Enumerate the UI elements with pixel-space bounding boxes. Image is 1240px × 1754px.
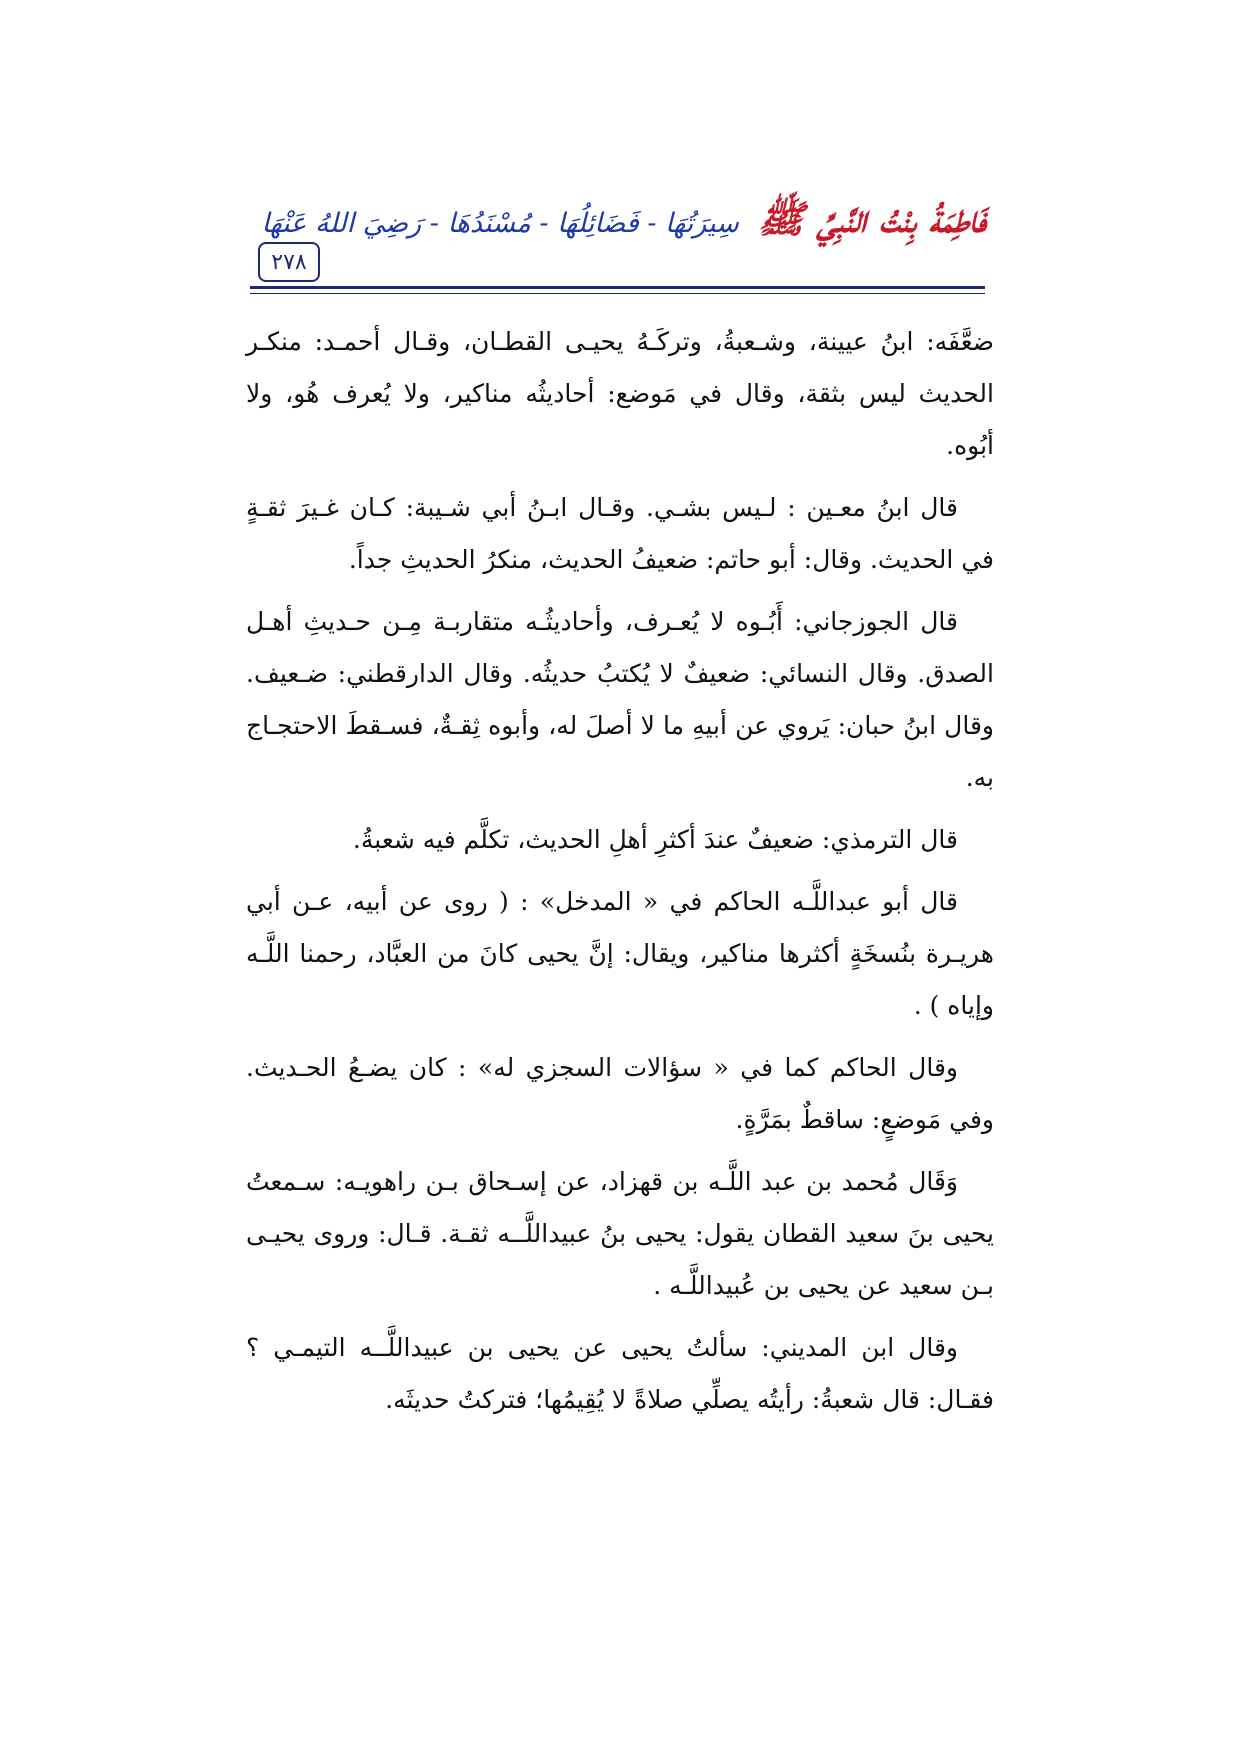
paragraph-7: وَقَال مُحمد بن عبد اللَّـه بن قهزاد، عن إسـحاق بـن راهويـه: سـمعتُ يحيى بنَ سعيد القطان يقول: يحيى بنُ عبيداللَّــه ثقـة. قـال: وروى يحيـى بـن سعيد عن يحيى بن عُبيداللَّـه . [246, 1167, 994, 1300]
paragraph-4: قال الترمذي: ضعيفٌ عندَ أكثرِ أهلِ الحديث، تكلَّم فيه شعبةُ. [352, 825, 958, 854]
paragraph-3: قال الجوزجاني: أَبُـوه لا يُعـرف، وأحاديثُـه متقاربـة مِـن حـديثِ أهـل الصدق. وقال النسائي: ضعيفٌ لا يُكتبُ حديثُه. وقال الدارقطني: ضـعيف. وقال ابنُ حبان: يَروي عن أبيهِ ما لا أصلَ له، وأبوه ثِقـةٌ، فسـقطَ الاحتجـاج به. [246, 607, 994, 792]
paragraph-1: ضعَّفَه: ابنُ عيينة، وشـعبةُ، وتركَـهُ يحيـى القطـان، وقـال أحمـد: منكـر الحديث ليس بثقة، وقال في مَوضع: أحاديثُه مناكير، ولا يُعرف هُو، ولا أبُوه. [246, 327, 994, 460]
page-body [246, 316, 994, 1436]
book-title-subtitle: سِيرَتُهَا - فَضَائِلُهَا - مُسْنَدُهَا - رَضِيَ اللهُ عَنْهَا [261, 208, 739, 239]
paragraph-5: قال أبو عبداللَّـه الحاكم في « المدخل» : ( روى عن أبيه، عـن أبي هريـرة بنُسخَةٍ أكثرها مناكير، ويقال: إنَّ يحيى كانَ من العبَّاد، رحمنا اللَّـه وإياه ) . [246, 887, 994, 1020]
book-title-main: فَاطِمَةُ بِنْتُ النَّبِيِّ ﷺ [758, 196, 986, 241]
paragraph-8: وقال ابن المديني: سألتُ يحيى عن يحيى بن عبيداللَّــه التيمـي ؟ فقـال: قال شعبةُ: رأيتُه يصلِّي صلاةً لا يُقِيمُها؛ فتركتُ حديثَه. [246, 1333, 994, 1414]
header-divider-thin [250, 293, 985, 294]
page-number: ٢٧٨ [258, 242, 320, 282]
paragraph-2: قال ابنُ معـين : لـيس بشـي. وقـال ابـنُ أبي شـيبة: كـان غـيرَ ثقـةٍ في الحديث. وقال: أبو حاتم: ضعيفُ الحديث، منكرُ الحديثِ جداً. [246, 493, 994, 574]
header-divider [250, 286, 985, 289]
page-header [258, 196, 986, 286]
paragraph-6: وقال الحاكم كما في « سؤالات السجزي له» : كان يضـعُ الحـديث. وفي مَوضعٍ: ساقطٌ بمَرَّةٍ. [246, 1053, 994, 1134]
